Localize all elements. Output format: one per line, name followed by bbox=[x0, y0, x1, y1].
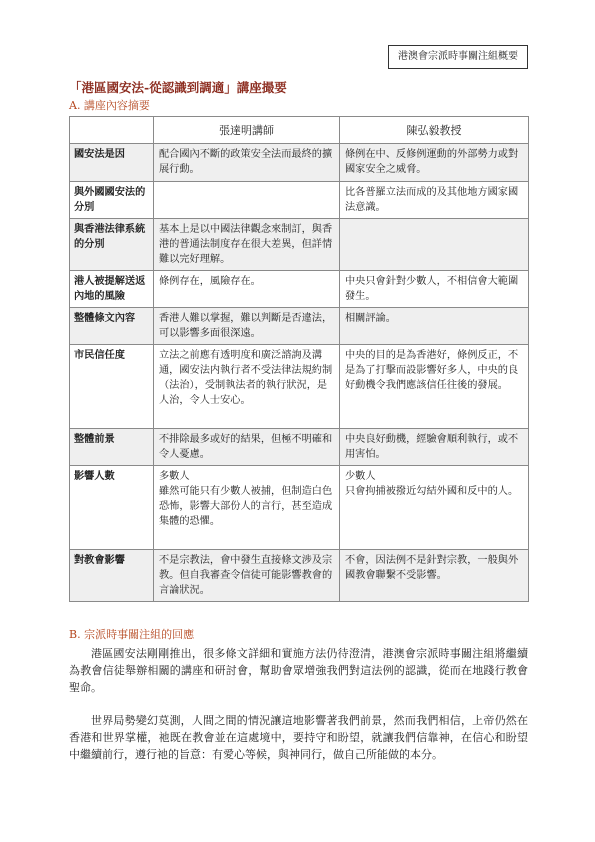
row-zhang-cell: 多數人 雖然可能只有少數人被捕，但制造白色恐怖，影響大部份人的言行，甚至造成集體的恐懼。 bbox=[154, 466, 340, 550]
row-chan-cell: 相關評論。 bbox=[340, 308, 529, 345]
row-zhang-cell: 不是宗教法，會中發生直接條文涉及宗教。但自我審查令信徒可能影響教會的言論狀況。 bbox=[154, 550, 340, 602]
row-chan-cell: 不會，因法例不是針對宗教，一般與外國教會聯繫不受影響。 bbox=[340, 550, 529, 602]
table-row bbox=[70, 550, 529, 602]
row-topic: 市民信任度 bbox=[70, 345, 154, 429]
summary-table bbox=[69, 116, 529, 602]
row-zhang-cell: 不排除最多或好的結果，但極不明確和令人憂慮。 bbox=[154, 429, 340, 466]
section-b-heading: B. 宗派時事關注組的回應 bbox=[69, 628, 195, 641]
section-a-heading: A. 講座內容摘要 bbox=[69, 99, 150, 112]
row-topic: 對教會影響 bbox=[70, 550, 154, 602]
table-header-blank bbox=[70, 117, 154, 144]
row-zhang-cell: 條例存在，風險存在。 bbox=[154, 271, 340, 308]
table-header-zhang: 張達明講師 bbox=[154, 117, 340, 144]
row-chan-cell: 中央的目的是為香港好，條例反正，不是為了打擊而設影響好多人，中央的良好動機令我們應該信任往後的發展。 bbox=[340, 345, 529, 429]
row-chan-cell: 中央良好動機，經驗會順利執行，或不用害怕。 bbox=[340, 429, 529, 466]
row-topic: 整體前景 bbox=[70, 429, 154, 466]
row-zhang-cell: 配合國內不斷的政策安全法而最終的擴展行動。 bbox=[154, 144, 340, 182]
table-row bbox=[70, 182, 529, 219]
table-row bbox=[70, 429, 529, 466]
table-row bbox=[70, 466, 529, 550]
row-zhang-cell: 香港人難以掌握，難以判斷是否違法，可以影響多面很深遠。 bbox=[154, 308, 340, 345]
response-paragraph-2: 世界局勢變幻莫測，人間之間的情況讓這地影響著我們前景，然而我們相信，上帝仍然在香港和世界掌權，祂既在教會並在這處境中，要持守和盼望，就讓我們信靠神，在信心和盼望中繼續前行，遵行祂的旨意：有愛心等候，與神同行，做自己所能做的本分。 bbox=[69, 714, 528, 761]
table-row bbox=[70, 308, 529, 345]
row-zhang-cell: 基本上是以中國法律觀念來制訂，與香港的普通法制度存在很大差異，但詳情難以完好理解。 bbox=[154, 219, 340, 271]
row-zhang-cell bbox=[154, 182, 340, 219]
table-header-row bbox=[70, 117, 529, 144]
row-topic: 影響人數 bbox=[70, 466, 154, 550]
row-chan-cell: 比各普羅立法而成的及其他地方國家國法意識。 bbox=[340, 182, 529, 219]
row-zhang-cell: 立法之前應有透明度和廣泛諮詢及溝通，國安法内執行者不受法律法規約制（法治），受制執法者的執行狀況，是人治，令人士安心。 bbox=[154, 345, 340, 429]
row-chan-cell: 少數人 只會拘捕被撥近勾結外國和反中的人。 bbox=[340, 466, 529, 550]
row-chan-cell: 條例在中、反修例運動的外部勢力或對國家安全之威脅。 bbox=[340, 144, 529, 182]
row-topic: 與外國國安法的分別 bbox=[70, 182, 154, 219]
table-header-chan: 陳弘毅教授 bbox=[340, 117, 529, 144]
page-title: 「港區國安法-從認識到調適」講座撮要 bbox=[69, 80, 287, 95]
row-topic: 國安法是因 bbox=[70, 144, 154, 182]
row-chan-cell bbox=[340, 219, 529, 271]
row-topic: 整體條文內容 bbox=[70, 308, 154, 345]
row-topic: 與香港法律系統的分別 bbox=[70, 219, 154, 271]
response-paragraph-1: 港區國安法剛剛推出，很多條文詳細和實施方法仍待澄清，港澳會宗派時事關注組將繼續為教會信徒舉辦相關的講座和研討會，幫助會眾增強我們對這法例的認識，從而在地踐行教會聖命。 bbox=[69, 647, 528, 694]
table-row bbox=[70, 271, 529, 308]
document-stamp: 港澳會宗派時事關注組概要 bbox=[388, 45, 528, 69]
row-chan-cell: 中央只會針對少數人，不相信會大範圍發生。 bbox=[340, 271, 529, 308]
table-row bbox=[70, 219, 529, 271]
row-topic: 港人被提解送返內地的風險 bbox=[70, 271, 154, 308]
table-row bbox=[70, 144, 529, 182]
table-row bbox=[70, 345, 529, 429]
